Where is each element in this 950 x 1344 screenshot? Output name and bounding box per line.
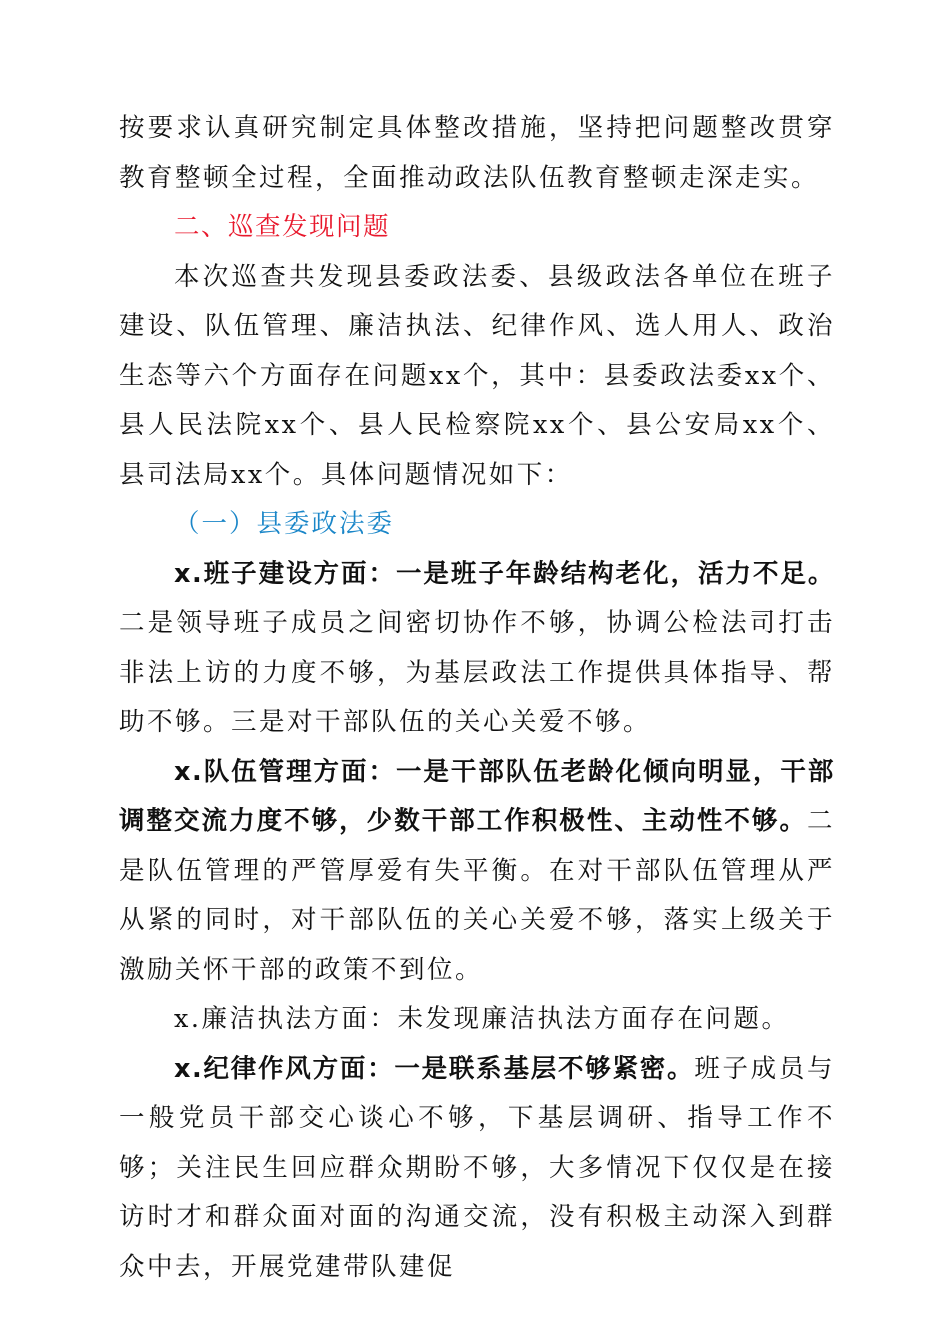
item-discipline-style [119, 1045, 835, 1293]
subsection-heading: （一）县委政法委 [174, 509, 395, 539]
item-discipline-style-text: 班子成员与一般党员干部交心谈心不够，下基层调研、指导工作不够；关注民生回应群众期盼不够，大多情况下仅仅是在接访时才和群众面对面的沟通交流，没有积极主动深入到群众中去，开展党建带队建促 [119, 1053, 835, 1282]
item-clean-enforcement: x.廉洁执法方面：未发现廉洁执法方面存在问题。 [174, 1004, 790, 1034]
item-team-building-lead: x.班子建设方面：一是班子年龄结构老化，活力不足。 [174, 558, 835, 589]
item-staff-management-text: 二是队伍管理的严管厚爱有失平衡。在对干部队伍管理从严从紧的同时，对干部队伍的关心关爱不够，落实上级关于激励关怀干部的政策不到位。 [119, 806, 835, 985]
item-staff-management [119, 748, 835, 996]
document-body [119, 104, 835, 1292]
section-heading: 二、巡查发现问题 [174, 212, 391, 242]
item-team-building [119, 550, 835, 748]
paragraph-intro: 按要求认真研究制定具体整改措施，坚持把问题整改贯穿教育整顿全过程，全面推动政法队伍教育整顿走深走实。 [119, 113, 835, 193]
paragraph-summary: 本次巡查共发现县委政法委、县级政法各单位在班子建设、队伍管理、廉洁执法、纪律作风、选人用人、政治生态等六个方面存在问题xx个，其中：县委政法委xx个、县人民法院xx个、县人民检察院xx个、县公安局xx个、县司法局xx个。具体问题情况如下： [119, 261, 835, 490]
item-team-building-text: 二是领导班子成员之间密切协作不够，协调公检法司打击非法上访的力度不够，为基层政法工作提供具体指导、帮助不够。三是对干部队伍的关心关爱不够。 [119, 608, 835, 737]
item-staff-management-lead: x.队伍管理方面：一是干部队伍老龄化倾向明显，干部调整交流力度不够，少数干部工作积极性、主动性不够。 [119, 756, 835, 836]
item-discipline-style-lead: x.纪律作风方面：一是联系基层不够紧密。 [174, 1053, 695, 1084]
